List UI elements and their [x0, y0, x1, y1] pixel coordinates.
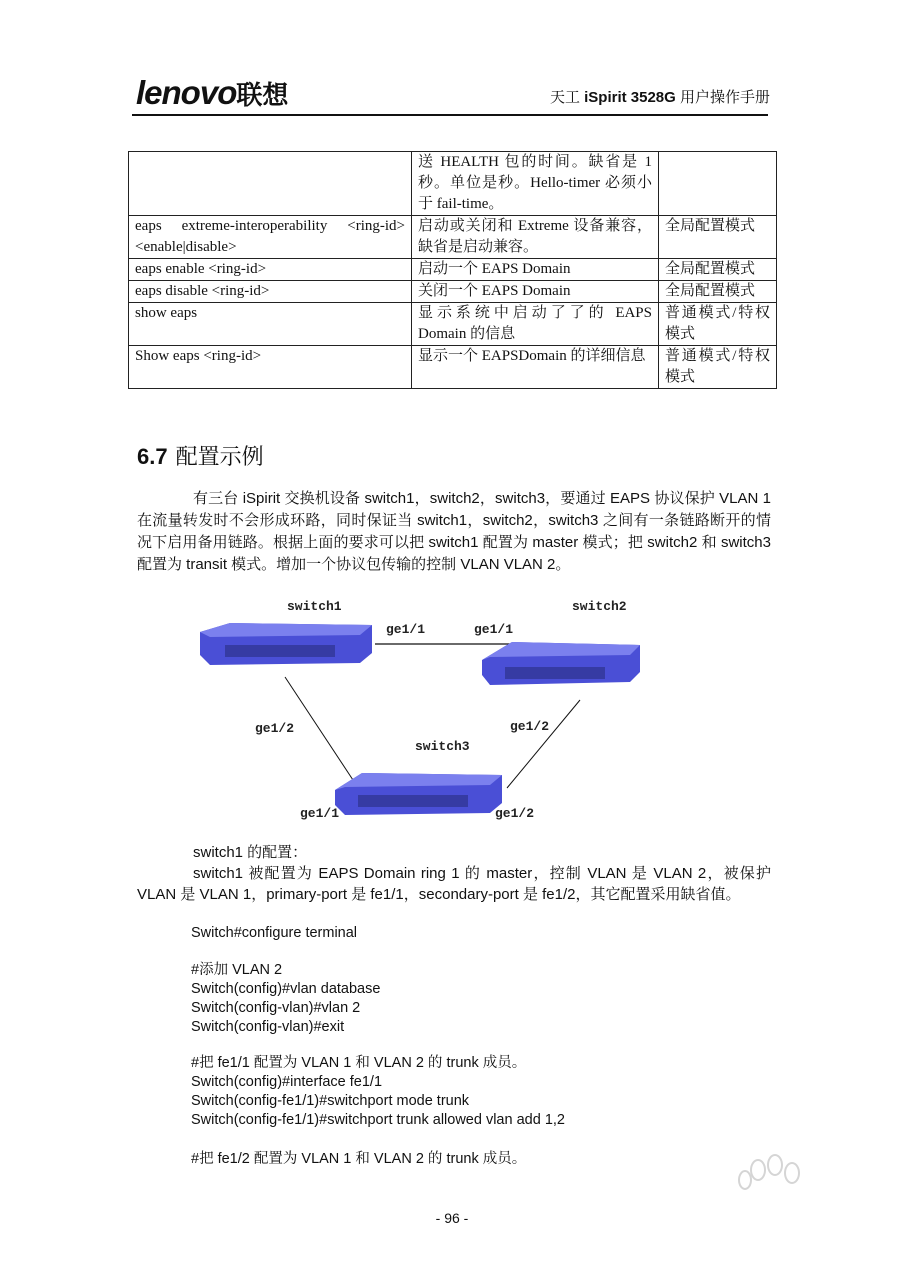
table-cell: 关闭一个 EAPS Domain [412, 281, 659, 303]
table-cell [659, 152, 777, 216]
network-topology-diagram [190, 585, 730, 835]
port-label: ge1/1 [386, 622, 426, 637]
table-cell: Show eaps <ring-id> [129, 346, 412, 389]
title-product: iSpirit 3528G [584, 89, 676, 106]
code-line: Switch(config)#interface fe1/1 [191, 1074, 383, 1090]
table-row [129, 259, 777, 281]
table-cell: 启动或关闭和 Extreme 设备兼容，缺省是启动兼容。 [412, 216, 659, 259]
code-line: Switch(config-vlan)#vlan 2 [191, 1000, 361, 1016]
command-table [128, 151, 777, 389]
table-row [129, 216, 777, 259]
table-cell: eaps extreme-interoperability <ring-id> <enable|disable> [129, 216, 412, 259]
page-number: - 96 - [435, 1210, 469, 1226]
switch1-label: switch1 [287, 599, 342, 614]
switch1-icon [200, 623, 372, 665]
table-cell: 全局配置模式 [659, 259, 777, 281]
link-s2-s3 [507, 700, 580, 788]
header-rule [132, 114, 768, 116]
table-row [129, 346, 777, 389]
section-heading [137, 440, 264, 471]
table-row [129, 281, 777, 303]
config-description: switch1 被配置为 EAPS Domain ring 1 的 master，控制 VLAN 是 VLAN 2，被保护 VLAN 是 VLAN 1，primary-port 是 fe1/1，secondary-port 是 fe1/2，其它配置采用缺省值。 [137, 865, 771, 903]
table-cell: 普通模式/特权模式 [659, 346, 777, 389]
code-block-add-vlan [191, 961, 380, 1037]
table-cell: 启动一个 EAPS Domain [412, 259, 659, 281]
table-row [129, 303, 777, 346]
code-line: Switch(config-fe1/1)#switchport trunk allowed vlan add 1,2 [191, 1112, 565, 1128]
port-label: ge1/2 [510, 719, 550, 734]
config-heading: switch1 的配置： [193, 844, 308, 861]
table-cell: 普通模式/特权模式 [659, 303, 777, 346]
code-comment: #把 fe1/1 配置为 VLAN 1 和 VLAN 2 的 trunk 成员。 [191, 1055, 527, 1071]
port-label: ge1/1 [300, 806, 340, 821]
section-title: 配置示例 [175, 444, 264, 469]
logo-text: lenovo [136, 74, 237, 111]
config-section [137, 842, 771, 905]
table-row [129, 152, 777, 216]
table-cell: eaps disable <ring-id> [129, 281, 412, 303]
title-prefix: 天工 [549, 89, 585, 106]
table-cell: 全局配置模式 [659, 281, 777, 303]
switch2-icon [482, 642, 640, 685]
code-line: Switch#configure terminal [191, 925, 358, 941]
table-cell: 全局配置模式 [659, 216, 777, 259]
table-cell: show eaps [129, 303, 412, 346]
baidu-paw-icon [640, 1140, 870, 1250]
code-comment: #添加 VLAN 2 [191, 962, 283, 978]
logo-cn: 联想 [236, 80, 289, 110]
switch3-icon [335, 773, 502, 815]
code-block-fe1-1 [191, 1054, 565, 1130]
code-line: Switch(config-vlan)#exit [191, 1019, 345, 1035]
code-line: Switch(config-fe1/1)#switchport mode trunk [191, 1093, 470, 1109]
port-label: ge1/2 [255, 721, 295, 736]
switch2-label: switch2 [572, 599, 627, 614]
table-cell: 显示系统中启动了了的 EAPS Domain 的信息 [412, 303, 659, 346]
title-suffix: 用户操作手册 [675, 89, 770, 106]
table-cell: eaps enable <ring-id> [129, 259, 412, 281]
switch3-label: switch3 [415, 739, 470, 754]
port-label: ge1/1 [474, 622, 514, 637]
intro-paragraph: 有三台 iSpirit 交换机设备 switch1，switch2，switch3，要通过 EAPS 协议保护 VLAN 1 在流量转发时不会形成环路，同时保证当 switch1，switch2，switch3 之间有一条链路断开的情况下启用备用链路。根据上面的要求可以把 switch1 配置为 master 模式；把 switch2 和 switch3 配置为 transit 模式。增加一个协议包传输的控制 VLAN VLAN 2。 [137, 490, 771, 573]
lenovo-logo [136, 74, 288, 112]
baidu-watermark [640, 1140, 870, 1250]
port-label: ge1/2 [495, 806, 535, 821]
document-title [550, 86, 770, 107]
table-cell: 送 HEALTH 包的时间。缺省是 1 秒。单位是秒。Hello-timer 必须小于 fail-time。 [412, 152, 659, 216]
table-cell: 显示一个 EAPSDomain 的详细信息 [412, 346, 659, 389]
code-comment: #把 fe1/2 配置为 VLAN 1 和 VLAN 2 的 trunk 成员。 [191, 1151, 527, 1167]
code-line: Switch(config)#vlan database [191, 981, 381, 997]
link-s1-s3 [285, 677, 353, 780]
table-cell [129, 152, 412, 216]
section-number: 6.7 [137, 444, 168, 469]
